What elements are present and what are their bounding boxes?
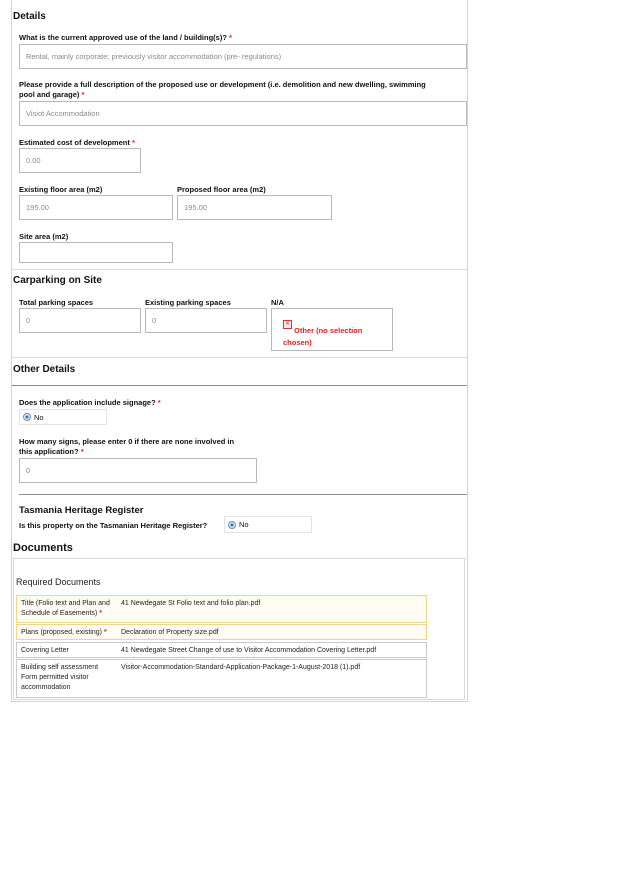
document-row[interactable] bbox=[16, 659, 427, 698]
radio-selected-icon bbox=[23, 413, 31, 421]
required-marker: * bbox=[80, 447, 84, 456]
existing-parking-label: Existing parking spaces bbox=[145, 298, 231, 307]
heritage-radio-no[interactable]: No bbox=[224, 516, 312, 533]
section-divider bbox=[12, 357, 467, 358]
document-row[interactable] bbox=[16, 624, 427, 640]
other-details-heading: Other Details bbox=[13, 364, 76, 375]
proposed-use-input[interactable]: Visiot Accommodation bbox=[19, 101, 467, 126]
document-file-link[interactable]: Declaration of Property size.pdf bbox=[121, 629, 219, 636]
required-marker: * bbox=[131, 138, 135, 147]
current-use-input[interactable]: Rental, mainly corporate; previously visitor accommodation (pre- regulations) bbox=[19, 44, 467, 69]
existing-floor-area-label: Existing floor area (m2) bbox=[19, 185, 103, 194]
current-use-label: What is the current approved use of the land / building(s)? * bbox=[19, 33, 232, 42]
proposed-floor-area-label: Proposed floor area (m2) bbox=[177, 185, 266, 194]
document-file-link[interactable]: 41 Newdegate St Folio text and folio plan.pdf bbox=[121, 600, 261, 607]
site-area-label: Site area (m2) bbox=[19, 232, 69, 241]
site-area-input[interactable] bbox=[19, 242, 173, 263]
parking-selection-box[interactable] bbox=[271, 308, 393, 351]
document-file-link[interactable]: 41 Newdegate Street Change of use to Visitor Accommodation Covering Letter.pdf bbox=[121, 647, 377, 654]
signage-radio-no[interactable]: No bbox=[19, 409, 107, 425]
proposed-use-label: Please provide a full description of the proposed use or development (i.e. demolition and new dwelling, swimming pool and garage) * bbox=[19, 80, 426, 99]
estimated-cost-label: Estimated cost of development * bbox=[19, 138, 135, 147]
document-file-link[interactable]: Visitor-Accommodation-Standard-Application-Package-1-August-2018 (1).pdf bbox=[121, 664, 361, 671]
required-marker: * bbox=[81, 90, 85, 99]
signage-label: Does the application include signage? * bbox=[19, 398, 161, 407]
required-documents-subtitle: Required Documents bbox=[16, 577, 101, 587]
section-divider bbox=[12, 385, 467, 386]
signs-count-input[interactable]: 0 bbox=[19, 458, 257, 483]
document-row[interactable] bbox=[16, 595, 427, 623]
existing-parking-input[interactable]: 0 bbox=[145, 308, 267, 333]
document-label: Title (Folio text and Plan and Schedule of Easements) * bbox=[21, 600, 110, 617]
radio-selected-icon bbox=[228, 521, 236, 529]
carparking-heading: Carparking on Site bbox=[13, 275, 102, 286]
estimated-cost-input[interactable]: 0.00 bbox=[19, 148, 141, 173]
document-label: Plans (proposed, existing) * bbox=[21, 629, 107, 636]
details-heading: Details bbox=[13, 11, 46, 22]
document-label: Covering Letter bbox=[21, 647, 69, 654]
documents-heading: Documents bbox=[13, 542, 73, 554]
existing-floor-area-input[interactable]: 195.00 bbox=[19, 195, 173, 220]
proposed-floor-area-input[interactable]: 195.00 bbox=[177, 195, 332, 220]
required-marker: * bbox=[157, 398, 161, 407]
document-row[interactable] bbox=[16, 642, 427, 658]
required-marker: * bbox=[229, 33, 232, 42]
section-divider bbox=[12, 269, 467, 270]
parking-error: ✕Other (no selection chosen) bbox=[283, 321, 363, 347]
heritage-question: Is this property on the Tasmanian Heritage Register? bbox=[19, 521, 208, 530]
heritage-heading: Tasmania Heritage Register bbox=[19, 505, 144, 516]
signs-count-label: How many signs, please enter 0 if there are none involved in this application? * bbox=[19, 437, 235, 456]
na-label: N/A bbox=[271, 298, 284, 307]
document-label: Building self assessment Form permitted visitor accommodation bbox=[21, 664, 99, 691]
total-parking-input[interactable]: 0 bbox=[19, 308, 141, 333]
section-divider bbox=[19, 494, 467, 495]
total-parking-label: Total parking spaces bbox=[19, 298, 94, 307]
error-icon: ✕ bbox=[284, 321, 291, 327]
